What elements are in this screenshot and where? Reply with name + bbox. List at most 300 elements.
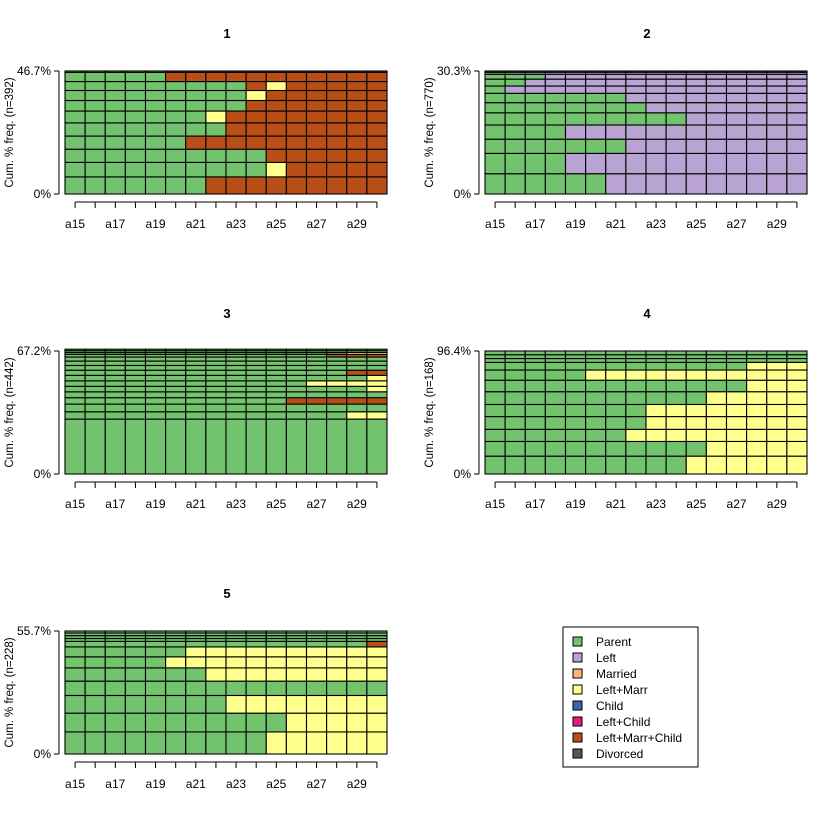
legend-label: Married (596, 667, 637, 681)
sequence-cell (686, 351, 706, 355)
sequence-cell (367, 177, 387, 194)
sequence-cell (65, 177, 85, 194)
sequence-cell (787, 380, 807, 391)
sequence-cell (146, 72, 166, 81)
sequence-cell (186, 357, 206, 361)
sequence-cell (65, 365, 85, 370)
sequence-row (485, 351, 807, 355)
sequence-cell (85, 72, 105, 81)
sequence-cell (65, 695, 85, 713)
sequence-cell (65, 681, 85, 695)
sequence-cell (327, 392, 347, 398)
plot-title: 5 (223, 586, 231, 601)
sequence-cell (65, 100, 85, 111)
sequence-cell (226, 123, 246, 136)
sequence-cell (206, 357, 226, 361)
sequence-cell (727, 174, 747, 194)
sequence-cell (646, 86, 666, 93)
sequence-cell (186, 111, 206, 123)
sequence-cell (105, 381, 125, 386)
sequence-cell (545, 429, 565, 441)
plot-title: 2 (643, 26, 651, 41)
sequence-cell (125, 177, 145, 194)
sequence-cell (186, 392, 206, 398)
sequence-cell (347, 136, 367, 149)
sequence-cell (545, 103, 565, 113)
sequence-cell (626, 370, 646, 380)
sequence-cell (367, 365, 387, 370)
sequence-cell (105, 398, 125, 404)
sequence-cell (327, 404, 347, 412)
sequence-cell (125, 136, 145, 149)
sequence-cell (85, 404, 105, 412)
sequence-cell (105, 375, 125, 380)
sequence-cell (485, 370, 505, 380)
sequence-row (485, 153, 807, 173)
sequence-cell (525, 74, 545, 79)
sequence-row (65, 681, 387, 695)
sequence-cell (146, 419, 166, 474)
sequence-cell (666, 86, 686, 93)
sequence-cell (226, 681, 246, 695)
sequence-cell (85, 149, 105, 162)
x-tick-label: a23 (226, 217, 247, 231)
sequence-cell (146, 100, 166, 111)
sequence-cell (226, 349, 246, 350)
sequence-cell (545, 139, 565, 153)
sequence-row (65, 375, 387, 380)
sequence-cell (706, 93, 726, 102)
sequence-cell (586, 153, 606, 173)
sequence-cell (286, 647, 306, 657)
sequence-cell (586, 359, 606, 363)
sequence-cell (65, 149, 85, 162)
sequence-cell (787, 74, 807, 79)
sequence-cell (307, 72, 327, 81)
sequence-cell (327, 136, 347, 149)
sequence-cell (186, 123, 206, 136)
sequence-cell (606, 370, 626, 380)
x-tick-label: a17 (105, 777, 126, 791)
sequence-cell (105, 631, 125, 633)
sequence-cell (105, 412, 125, 419)
sequence-cell (646, 370, 666, 380)
y-axis (4, 344, 59, 481)
sequence-cell (666, 125, 686, 139)
sequence-cell (626, 417, 646, 430)
sequence-cell (747, 441, 767, 456)
sequence-cell (706, 113, 726, 125)
sequence-cell (347, 695, 367, 713)
sequence-cell (347, 357, 367, 361)
sequence-row (485, 113, 807, 125)
sequence-row (65, 398, 387, 404)
sequence-cell (166, 357, 186, 361)
sequence-cell (226, 647, 246, 657)
sequence-cell (125, 386, 145, 391)
sequence-cell (727, 370, 747, 380)
sequence-cell (586, 103, 606, 113)
plot-panel-1 (4, 26, 387, 231)
sequence-cell (125, 357, 145, 361)
sequence-cell (566, 86, 586, 93)
sequence-row (65, 419, 387, 474)
sequence-cell (606, 355, 626, 359)
sequence-cell (226, 386, 246, 391)
sequence-cell (367, 732, 387, 754)
sequence-row (65, 361, 387, 365)
sequence-cell (666, 93, 686, 102)
sequence-cell (505, 380, 525, 391)
sequence-cell (327, 162, 347, 176)
sequence-cell (525, 392, 545, 405)
sequence-cell (666, 174, 686, 194)
sequence-cell (307, 375, 327, 380)
sequence-cell (246, 386, 266, 391)
sequence-cell (505, 125, 525, 139)
sequence-cell (186, 100, 206, 111)
sequence-cell (747, 355, 767, 359)
sequence-cell (767, 351, 787, 355)
sequence-cell (307, 111, 327, 123)
sequence-cell (226, 375, 246, 380)
sequence-cell (206, 386, 226, 391)
sequence-cell (266, 404, 286, 412)
sequence-cell (787, 429, 807, 441)
sequence-cell (186, 375, 206, 380)
y-tick-label-max: 46.7% (16, 64, 51, 78)
sequence-cell (105, 404, 125, 412)
sequence-cell (327, 412, 347, 419)
x-tick-label: a21 (185, 217, 206, 231)
sequence-cell (606, 359, 626, 363)
sequence-cell (146, 365, 166, 370)
sequence-cell (626, 441, 646, 456)
x-tick-label: a29 (766, 217, 787, 231)
sequence-cell (206, 361, 226, 365)
sequence-cell (246, 71, 266, 72)
sequence-cell (85, 381, 105, 386)
sequence-cell (706, 359, 726, 363)
sequence-cell (146, 647, 166, 657)
sequence-cell (525, 125, 545, 139)
sequence-cell (286, 412, 306, 419)
x-tick-label: a25 (266, 217, 287, 231)
sequence-cell (327, 695, 347, 713)
sequence-cell (626, 351, 646, 355)
sequence-cell (246, 412, 266, 419)
sequence-cell (706, 456, 726, 474)
sequence-cell (206, 657, 226, 668)
sequence-cell (767, 362, 787, 370)
sequence-cell (65, 668, 85, 681)
sequence-row (65, 136, 387, 149)
sequence-cell (686, 113, 706, 125)
sequence-cell (686, 417, 706, 430)
sequence-cell (505, 153, 525, 173)
plot-title: 3 (223, 306, 231, 321)
sequence-cell (146, 162, 166, 176)
sequence-cell (65, 357, 85, 361)
x-axis (65, 202, 377, 231)
sequence-cell (545, 174, 565, 194)
sequence-row (485, 71, 807, 72)
sequence-cell (566, 93, 586, 102)
y-axis-label: Cum. % freq. (n=442) (4, 357, 16, 468)
sequence-row (485, 370, 807, 380)
sequence-cell (505, 93, 525, 102)
y-axis-label: Cum. % freq. (n=228) (4, 637, 16, 748)
sequence-cell (166, 657, 186, 668)
sequence-row (485, 392, 807, 405)
sequence-cell (327, 657, 347, 668)
sequence-cell (767, 174, 787, 194)
sequence-cell (626, 93, 646, 102)
sequence-row (65, 641, 387, 647)
sequence-cell (505, 174, 525, 194)
sequence-cell (65, 111, 85, 123)
x-tick-label: a27 (726, 497, 747, 511)
sequence-cell (626, 456, 646, 474)
sequence-cell (706, 74, 726, 79)
sequence-cell (125, 681, 145, 695)
sequence-cell (525, 355, 545, 359)
sequence-cell (105, 349, 125, 350)
sequence-cell (246, 631, 266, 633)
sequence-cell (166, 370, 186, 375)
sequence-cell (65, 136, 85, 149)
sequence-cell (146, 657, 166, 668)
sequence-cell (347, 71, 367, 72)
sequence-cell (146, 375, 166, 380)
sequence-cell (85, 375, 105, 380)
sequence-cell (206, 365, 226, 370)
sequence-cell (525, 362, 545, 370)
x-tick-label: a29 (346, 217, 367, 231)
sequence-cell (246, 361, 266, 365)
sequence-cell (307, 365, 327, 370)
sequence-cell (686, 359, 706, 363)
sequence-cell (347, 111, 367, 123)
sequence-cell (85, 162, 105, 176)
sequence-cell (566, 139, 586, 153)
sequence-cell (606, 153, 626, 173)
sequence-cell (206, 381, 226, 386)
sequence-cell (286, 370, 306, 375)
sequence-cell (307, 419, 327, 474)
sequence-cell (246, 647, 266, 657)
sequence-cell (485, 86, 505, 93)
sequence-cell (545, 125, 565, 139)
sequence-cell (105, 732, 125, 754)
x-tick-label: a19 (145, 497, 166, 511)
sequence-cell (666, 139, 686, 153)
sequence-cell (747, 417, 767, 430)
sequence-cell (65, 631, 85, 633)
sequence-cell (566, 370, 586, 380)
sequence-row (65, 404, 387, 412)
y-tick-label-min: 0% (33, 747, 51, 761)
x-tick-label: a15 (65, 497, 86, 511)
sequence-cell (186, 136, 206, 149)
sequence-cell (347, 392, 367, 398)
x-tick-label: a23 (226, 497, 247, 511)
sequence-cell (727, 355, 747, 359)
sequence-cell (367, 123, 387, 136)
sequence-cell (266, 357, 286, 361)
sequence-cell (525, 417, 545, 430)
sequence-cell (166, 361, 186, 365)
sequence-cell (505, 86, 525, 93)
sequence-cell (347, 732, 367, 754)
sequence-cell (206, 631, 226, 633)
sequence-cell (105, 695, 125, 713)
x-tick-label: a21 (185, 497, 206, 511)
sequence-cell (286, 82, 306, 91)
sequence-row (485, 139, 807, 153)
sequence-cell (367, 419, 387, 474)
sequence-cell (566, 456, 586, 474)
x-tick-label: a19 (145, 217, 166, 231)
sequence-cell (125, 695, 145, 713)
sequence-cell (125, 162, 145, 176)
legend-swatch (573, 749, 582, 758)
sequence-cell (246, 82, 266, 91)
y-tick-label-min: 0% (33, 467, 51, 481)
x-tick-label: a17 (105, 497, 126, 511)
sequence-cell (586, 351, 606, 355)
sequence-cell (286, 111, 306, 123)
sequence-cell (226, 72, 246, 81)
sequence-row (65, 657, 387, 668)
sequence-cell (505, 71, 525, 72)
sequence-cell (125, 412, 145, 419)
sequence-cell (105, 681, 125, 695)
sequence-cell (586, 355, 606, 359)
y-axis-label: Cum. % freq. (n=392) (4, 77, 16, 188)
sequence-cell (347, 90, 367, 100)
sequence-cell (485, 113, 505, 125)
sequence-cell (105, 419, 125, 474)
sequence-cell (105, 361, 125, 365)
sequence-cell (367, 657, 387, 668)
sequence-cell (186, 349, 206, 350)
sequence-cell (186, 419, 206, 474)
sequence-cell (206, 419, 226, 474)
sequence-cell (747, 153, 767, 173)
sequence-cell (226, 100, 246, 111)
sequence-cell (85, 398, 105, 404)
sequence-cell (367, 381, 387, 386)
sequence-cell (787, 392, 807, 405)
sequence-cell (327, 386, 347, 391)
sequence-cell (125, 370, 145, 375)
sequence-cell (146, 641, 166, 647)
sequence-cell (266, 392, 286, 398)
sequence-cell (767, 113, 787, 125)
sequence-cell (85, 419, 105, 474)
sequence-cell (206, 100, 226, 111)
sequence-cell (727, 380, 747, 391)
sequence-cell (767, 429, 787, 441)
sequence-cell (307, 412, 327, 419)
sequence-cell (566, 125, 586, 139)
sequence-cell (485, 93, 505, 102)
sequence-cell (747, 429, 767, 441)
sequence-cell (226, 641, 246, 647)
sequence-cell (787, 125, 807, 139)
sequence-cell (65, 386, 85, 391)
sequence-cell (125, 349, 145, 350)
sequence-cell (125, 641, 145, 647)
sequence-cell (505, 392, 525, 405)
sequence-cell (727, 113, 747, 125)
sequence-cell (125, 123, 145, 136)
sequence-cell (347, 641, 367, 647)
sequence-cell (146, 136, 166, 149)
sequence-cell (186, 149, 206, 162)
sequence-cell (787, 404, 807, 416)
sequence-cell (747, 392, 767, 405)
sequence-cell (525, 139, 545, 153)
sequence-cell (747, 359, 767, 363)
sequence-cell (545, 79, 565, 86)
sequence-cell (307, 361, 327, 365)
sequence-cell (727, 404, 747, 416)
sequence-cell (146, 361, 166, 365)
sequence-cell (686, 93, 706, 102)
sequence-cell (327, 149, 347, 162)
sequence-row (485, 380, 807, 391)
sequence-cell (767, 103, 787, 113)
sequence-cell (727, 359, 747, 363)
sequence-cell (626, 359, 646, 363)
sequence-cell (505, 362, 525, 370)
sequence-cell (686, 103, 706, 113)
sequence-cell (125, 713, 145, 732)
sequence-cell (566, 113, 586, 125)
sequence-cell (226, 398, 246, 404)
sequence-cell (485, 103, 505, 113)
sequence-cell (706, 355, 726, 359)
sequence-row (65, 162, 387, 176)
sequence-cell (85, 657, 105, 668)
sequence-cell (525, 113, 545, 125)
sequence-cell (206, 375, 226, 380)
sequence-cell (747, 71, 767, 72)
sequence-cell (307, 732, 327, 754)
sequence-row (65, 386, 387, 391)
sequence-cell (186, 732, 206, 754)
sequence-cell (626, 174, 646, 194)
sequence-cell (666, 456, 686, 474)
sequence-cell (186, 82, 206, 91)
sequence-cell (747, 362, 767, 370)
x-tick-label: a27 (306, 217, 327, 231)
sequence-cell (485, 429, 505, 441)
sequence-cell (146, 370, 166, 375)
plot-panel-3 (4, 306, 387, 511)
sequence-cell (266, 149, 286, 162)
sequence-cell (65, 404, 85, 412)
sequence-cell (646, 404, 666, 416)
sequence-cell (226, 392, 246, 398)
sequence-cell (747, 351, 767, 355)
sequence-cell (727, 74, 747, 79)
y-axis (4, 624, 59, 761)
sequence-row (485, 103, 807, 113)
sequence-cell (545, 392, 565, 405)
